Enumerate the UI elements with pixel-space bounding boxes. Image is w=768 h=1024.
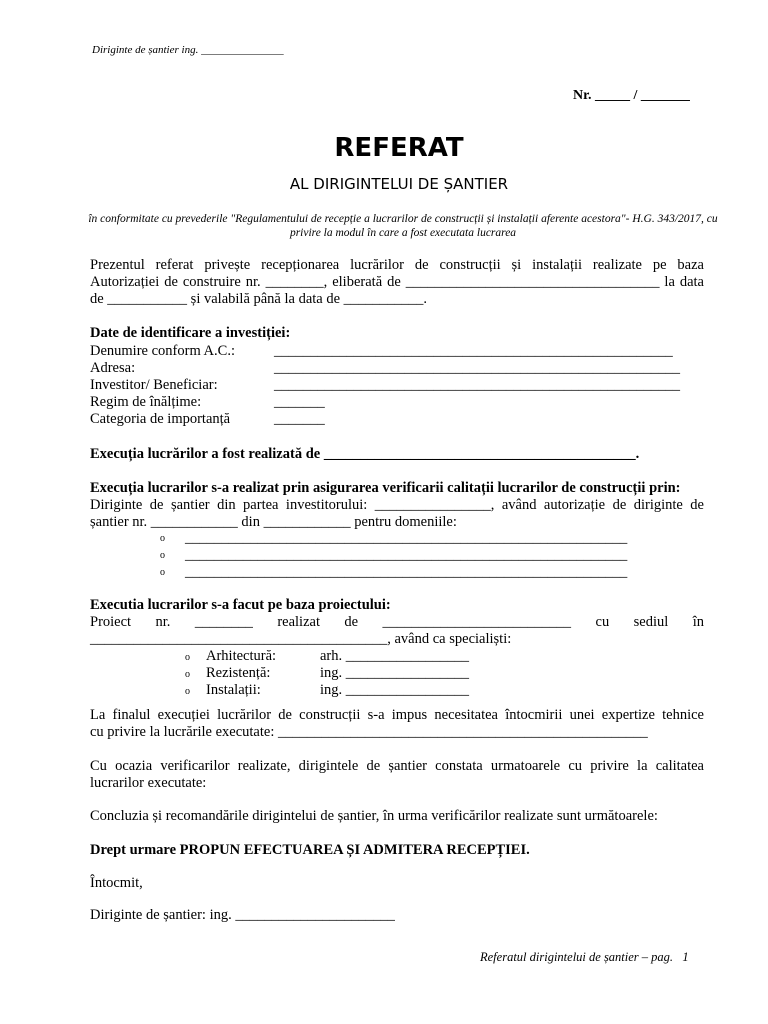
proposal: [90, 842, 530, 859]
bullet-icon: o: [160, 550, 165, 561]
id-value: ________________________________________________________: [274, 377, 680, 393]
page-footer: Referatul dirigintelui de șantier – pag. 1: [480, 950, 689, 964]
id-value: _______: [274, 411, 325, 427]
expertise-line-2: cu privire la lucrările executate: ___________________________________________________: [90, 724, 648, 740]
bullet-icon: o: [185, 669, 190, 680]
expertise-line-1: La finalul execuției lucrărilor de construcții s-a impus necesitatea întocmirii unei expertize tehnice: [90, 707, 704, 723]
quality-heading: Execuția lucrarilor s-a realizat prin asigurarea verificarii calitații lucrarilor de construcții prin:: [90, 480, 681, 496]
intro-line-2: Autorizației de construire nr. ________, eliberată de ___________________________________ la data: [90, 274, 704, 290]
intro-line-3: de ___________ și valabilă până la data de ___________.: [90, 291, 428, 307]
bullet-icon: o: [185, 652, 190, 663]
quality-line-2: șantier nr. ____________ din ____________ pentru domeniile:: [90, 514, 457, 530]
specialist-value: arh. _________________: [320, 648, 470, 664]
bullet-icon: o: [185, 686, 190, 697]
id-value: _______________________________________________________: [274, 343, 673, 359]
bullet-icon: o: [160, 567, 165, 578]
verification-line-1: Cu ocazia verificarilor realizate, dirigintele de șantier constata urmatoarele cu privire la calitatea: [90, 758, 704, 774]
specialist-name: Instalații:: [206, 682, 261, 698]
verification-line-2: lucrarilor executate:: [90, 775, 207, 791]
proposal-prefix: Drept urmare: [90, 842, 180, 858]
domain-line: _____________________________________________________________: [185, 547, 628, 563]
conclusion: Concluzia și recomandările dirigintelui de șantier, în urma verificărilor realizate sunt următoarele:: [90, 808, 658, 824]
title-referat: REFERAT: [334, 133, 464, 163]
id-label: Categoria de importanță: [90, 411, 231, 427]
domain-line: _____________________________________________________________: [185, 564, 628, 580]
domain-line: _____________________________________________________________: [185, 530, 628, 546]
document-number: Nr. _____ / _______: [573, 88, 690, 103]
specialist-name: Rezistență:: [206, 665, 271, 681]
id-label: Regim de înălțime:: [90, 394, 202, 410]
id-value: ________________________________________________________: [274, 360, 680, 376]
identification-heading: Date de identificare a investiției:: [90, 325, 291, 341]
signature-line: Diriginte de șantier: ing. ______________________: [90, 907, 395, 923]
specialist-value: ing. _________________: [320, 665, 470, 681]
proposal-text: PROPUN EFECTUAREA ȘI ADMITERA RECEPȚIEI.: [179, 842, 530, 858]
specialist-name: Arhitectură:: [206, 648, 277, 664]
prepared-by: Întocmit,: [90, 875, 143, 891]
project-line-1: Proiect nr. ________ realizat de __________________________ cu sediul în: [90, 614, 704, 630]
bullet-icon: o: [160, 533, 165, 544]
subtitle: AL DIRIGINTELUI DE ȘANTIER: [289, 175, 509, 193]
intro-line-1: Prezentul referat privește recepționarea lucrărilor de construcții și instalații realizate pe baza: [90, 257, 704, 273]
header-diriginte: Diriginte de șantier ing. _______________: [92, 44, 284, 56]
id-label: Investitor/ Beneficiar:: [90, 377, 218, 393]
execution-statement: Execuția lucrărilor a fost realizată de ___________________________________________.: [90, 446, 640, 462]
specialist-value: ing. _________________: [320, 682, 470, 698]
conformity-note: în conformitate cu prevederile "Regulamentului de recepție a lucrarilor de construcții și instalații aferente acestora"- H.G. 343/2017, cu privire la modul în care a fost executata lucrarea: [88, 213, 718, 239]
quality-line-1: Diriginte de șantier din partea investitorului: ________________, având autorizație de diriginte de: [90, 497, 704, 513]
id-value: _______: [274, 394, 325, 410]
project-heading: Executia lucrarilor s-a facut pe baza proiectului:: [90, 597, 391, 613]
id-label: Adresa:: [90, 360, 136, 376]
project-line-2: _________________________________________, având ca specialiști:: [90, 631, 512, 647]
id-label: Denumire conform A.C.:: [90, 343, 235, 359]
